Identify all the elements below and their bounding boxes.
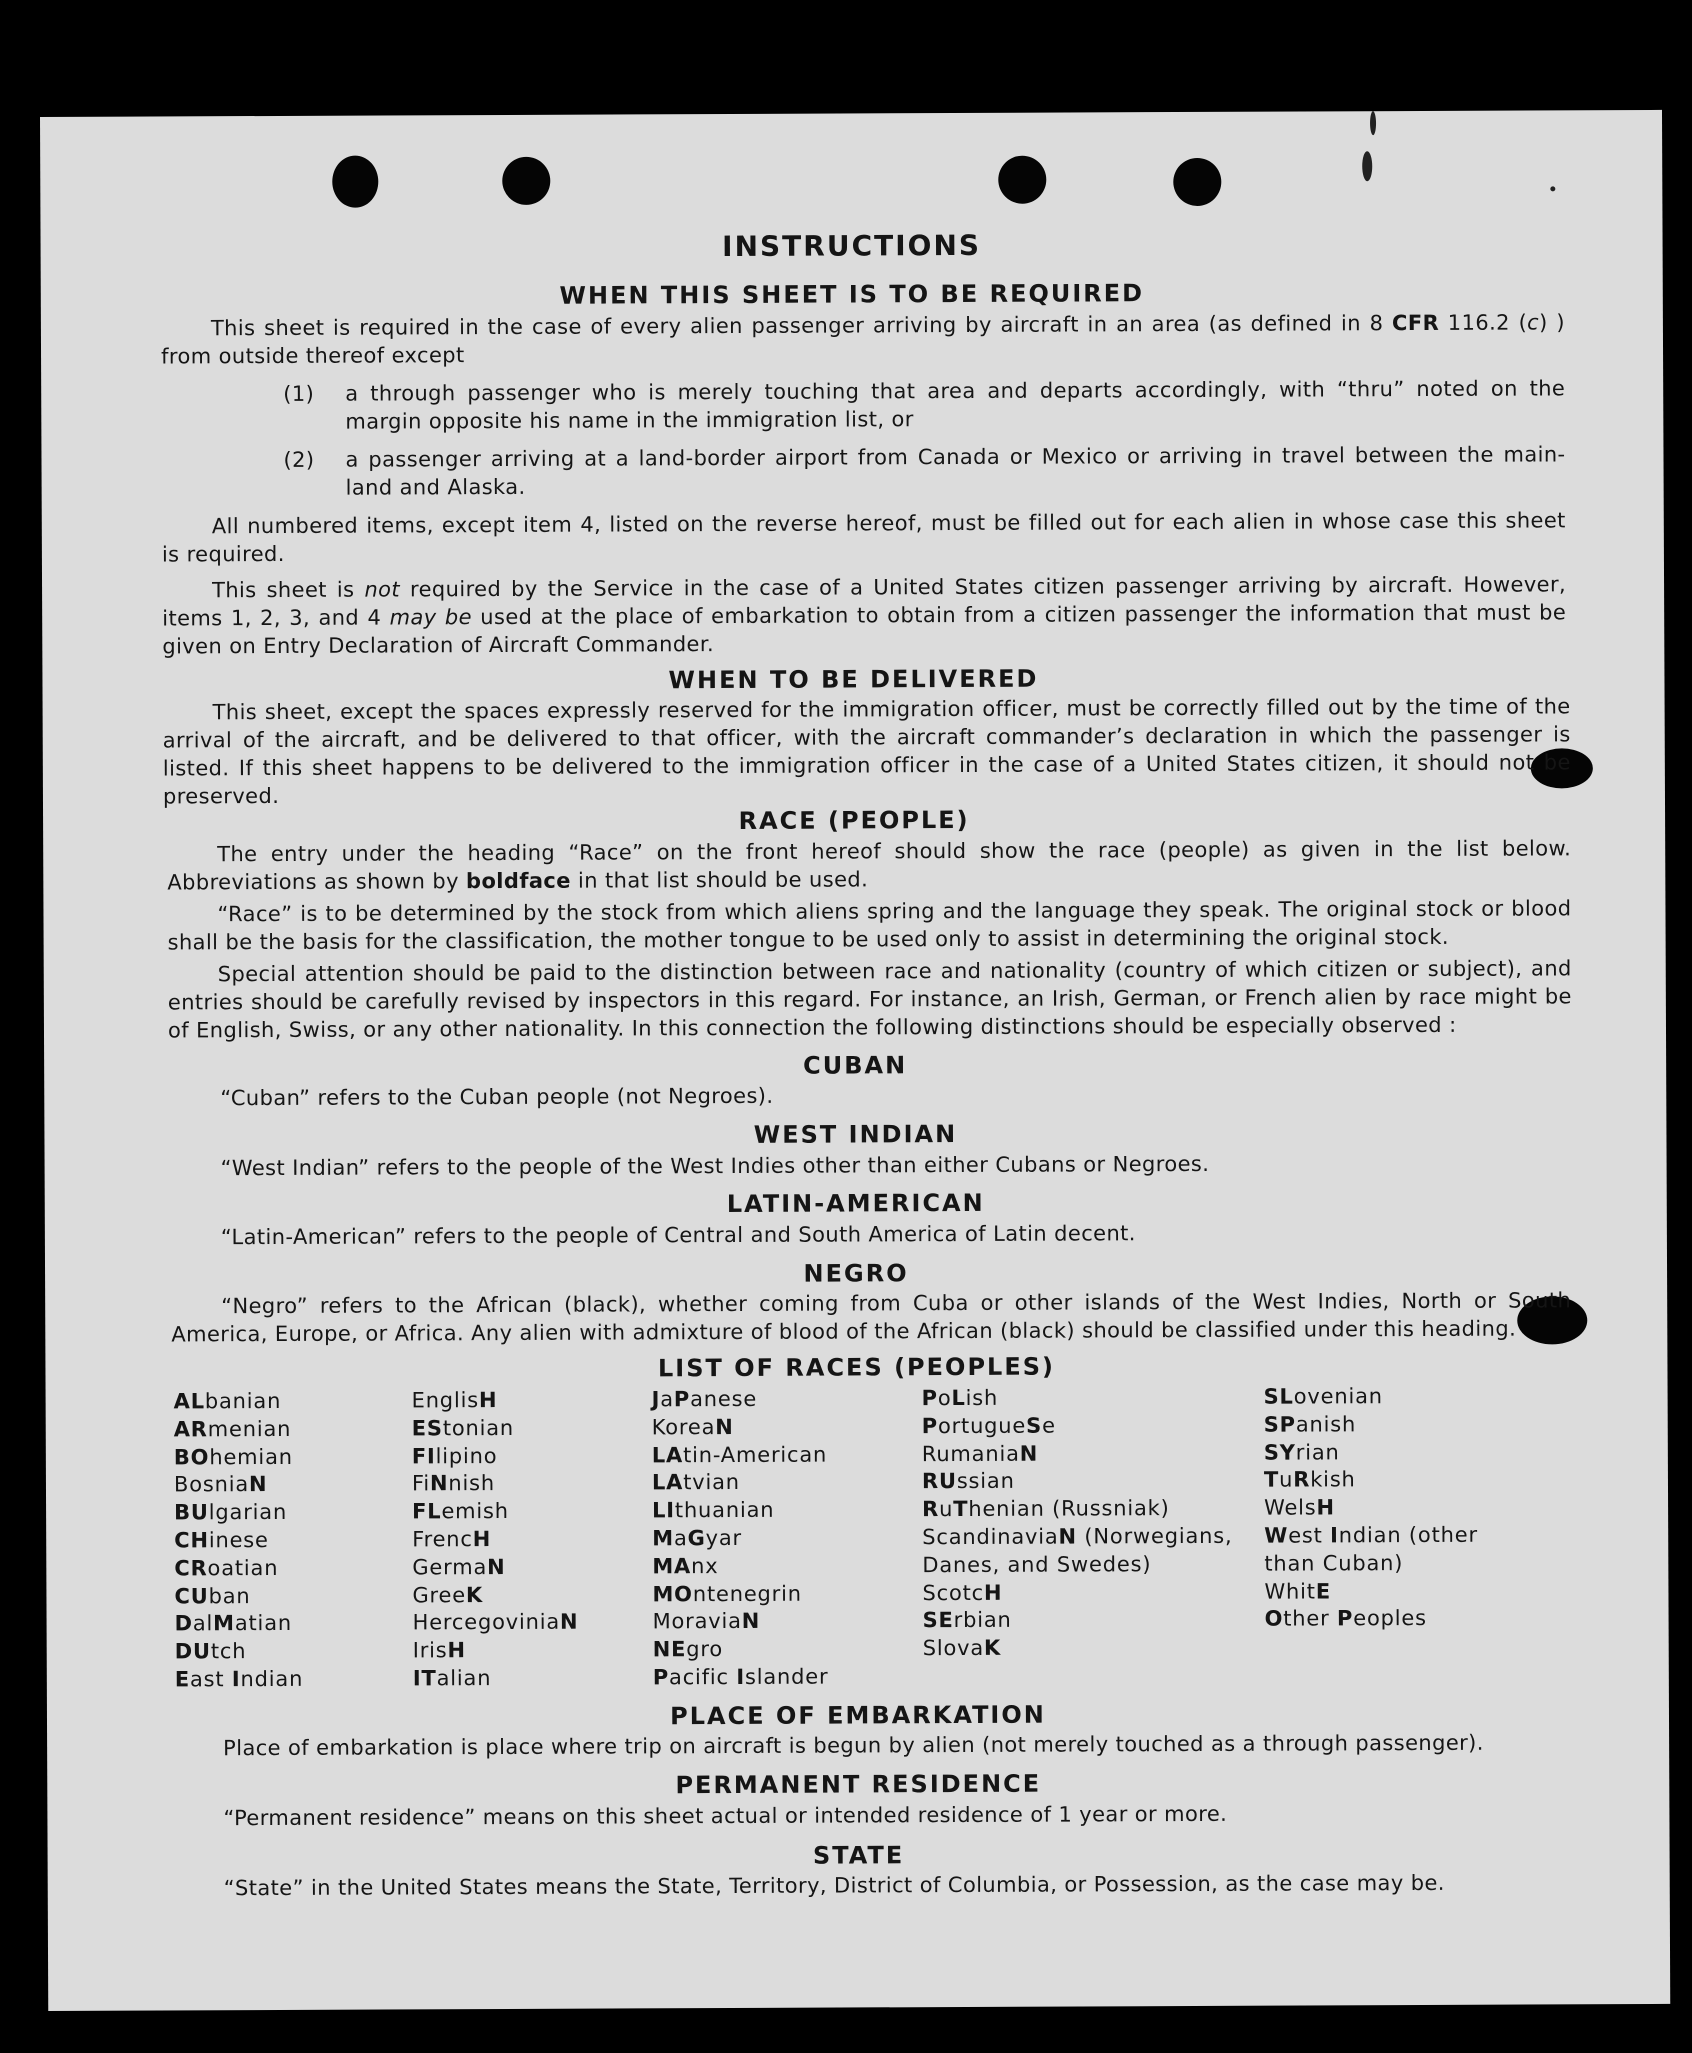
race-abbreviation: P: [652, 1665, 670, 1690]
race-abbreviation: LI: [652, 1498, 675, 1523]
heading-cuban: CUBAN: [803, 1051, 908, 1080]
speck: [1550, 186, 1555, 191]
race-abbreviation: H: [478, 1388, 498, 1413]
race-abbreviation: O: [1264, 1606, 1284, 1632]
race-abbreviation: T: [953, 1497, 969, 1522]
race-entry: [175, 1665, 395, 1694]
race-abbreviation: H: [447, 1638, 466, 1663]
race-text: oatian: [207, 1555, 279, 1581]
race-text: ndian: [240, 1666, 304, 1692]
document-sheet: [40, 110, 1670, 2011]
race-entry: [174, 1499, 394, 1528]
race-abbreviation: K: [983, 1635, 1002, 1661]
race-abbreviation: CH: [174, 1528, 209, 1553]
paragraph-numbered-items: All numbered items, except item 4, listed on the reverse hereof, must be filled out for each alien in whose case this sheet is required.: [161, 508, 1566, 567]
race-text: acific: [668, 1664, 737, 1690]
race-text: Iris: [412, 1638, 448, 1663]
race-text: eoples: [1353, 1606, 1427, 1631]
race-abbreviation: W: [1264, 1523, 1289, 1548]
race-abbreviation: N: [487, 1554, 506, 1579]
race-entry: [175, 1638, 395, 1667]
race-entry: [652, 1524, 902, 1553]
race-text: banian: [204, 1388, 282, 1414]
race-abbreviation: I: [1330, 1523, 1339, 1548]
race-entry: [413, 1609, 633, 1638]
punch-hole: [502, 157, 550, 205]
race-entry: [922, 1495, 1242, 1524]
race-text: lgarian: [208, 1500, 288, 1525]
races-column-3: [652, 1385, 903, 1692]
race-abbreviation: DU: [174, 1639, 211, 1664]
definition-negro: “Negro” refers to the African (black), whether coming from Cuba or other islands of the West Indies, North or South America, Europe, or Africa. Any alien with admixture of blood of the African (black) should be classified under this heading.: [171, 1288, 1572, 1347]
race-abbreviation: N: [248, 1472, 268, 1497]
race-text: nx: [691, 1553, 719, 1578]
race-abbreviation: M: [213, 1611, 235, 1636]
heading-state: STATE: [812, 1841, 905, 1870]
race-abbreviation: SY: [1263, 1440, 1296, 1465]
race-text: thuanian: [674, 1497, 775, 1523]
heading-negro: NEGRO: [803, 1259, 909, 1288]
races-column-4: [922, 1384, 1243, 1663]
race-text: ovenian: [1293, 1384, 1383, 1409]
race-text: slander: [744, 1664, 829, 1689]
race-abbreviation: MA: [652, 1553, 692, 1579]
race-text: u: [1279, 1467, 1294, 1492]
race-abbreviation: LA: [651, 1442, 684, 1467]
race-abbreviation: E: [174, 1667, 191, 1692]
heading-latin-american: LATIN-AMERICAN: [726, 1188, 985, 1219]
race-abbreviation: M: [652, 1526, 674, 1551]
race-abbreviation: SL: [1263, 1384, 1294, 1409]
race-entry: [412, 1498, 632, 1527]
race-entry: [412, 1553, 632, 1582]
paragraph-race-stock: “Race” is to be determined by the stock from which aliens spring and the language they speak. The original stock or blood shall be the basis for the classification, the mother tongue to be used only to assist in determining the original stock.: [167, 896, 1572, 955]
race-abbreviation: P: [673, 1387, 691, 1412]
race-text: alian: [436, 1666, 492, 1691]
exception-item-2: [41, 440, 1663, 507]
exception-text: a through passenger who is merely touching that area and departs accordingly, with “thru” noted on the margin opposite his name in the immigration list, or: [345, 376, 1566, 434]
exception-item-1: [41, 374, 1663, 441]
races-column-1: [174, 1387, 395, 1694]
race-text: ther: [1283, 1606, 1338, 1631]
race-entry: [174, 1443, 394, 1472]
race-abbreviation: ES: [411, 1416, 443, 1441]
race-text: Scotc: [922, 1580, 985, 1605]
race-abbreviation: H: [1316, 1495, 1335, 1520]
race-text: a: [660, 1387, 674, 1412]
race-text: Hercegovinia: [412, 1610, 561, 1635]
race-entry: [922, 1412, 1242, 1441]
race-text: ssian: [956, 1469, 1015, 1494]
race-entry: [413, 1637, 633, 1666]
race-abbreviation: I: [736, 1664, 746, 1689]
definition-residence: “Permanent residence” means on this sheet actual or intended residence of 1 year or more.: [223, 1801, 1228, 1831]
definition-state: “State” in the United States means the State, Territory, District of Columbia, or Possession, as the case may be.: [223, 1870, 1445, 1901]
race-abbreviation: T: [1263, 1467, 1280, 1493]
race-entry: [1264, 1410, 1534, 1439]
race-entry: [412, 1470, 632, 1499]
race-entry: [174, 1526, 394, 1555]
race-text: ban: [208, 1583, 251, 1608]
race-text: Scandinavia: [922, 1524, 1059, 1550]
exception-text: a passenger arriving at a land-border airport from Canada or Mexico or arriving in travel between the main-land and Alaska.: [345, 442, 1566, 500]
race-entry: [652, 1496, 902, 1525]
race-text: o: [937, 1386, 952, 1411]
race-text: gro: [686, 1637, 724, 1662]
race-text: e: [1041, 1413, 1056, 1438]
race-entry: [922, 1439, 1242, 1468]
definition-cuban: “Cuban” refers to the Cuban people (not Negroes).: [220, 1083, 774, 1111]
race-text: atian: [234, 1611, 293, 1636]
race-entry: [174, 1554, 394, 1583]
race-text: Wels: [1264, 1495, 1317, 1520]
race-text: Germa: [412, 1554, 488, 1580]
race-text: kish: [1310, 1467, 1356, 1492]
race-abbreviation: G: [687, 1526, 706, 1551]
race-text: ish: [965, 1385, 999, 1410]
race-abbreviation: R: [922, 1497, 940, 1522]
race-abbreviation: P: [921, 1413, 938, 1438]
heading-permanent-residence: PERMANENT RESIDENCE: [675, 1769, 1042, 1800]
race-entry: [1264, 1466, 1534, 1495]
race-abbreviation: N: [741, 1609, 761, 1634]
race-entry: [412, 1525, 632, 1554]
race-entry: [1264, 1382, 1534, 1411]
race-abbreviation: N: [1058, 1524, 1077, 1549]
race-abbreviation: H: [472, 1527, 492, 1552]
race-text: ortugue: [937, 1413, 1027, 1438]
race-abbreviation: BU: [174, 1500, 209, 1525]
race-text: Slova: [922, 1636, 985, 1661]
race-text: tvian: [683, 1470, 740, 1495]
race-abbreviation: FL: [412, 1499, 442, 1524]
race-entry: [652, 1469, 902, 1498]
race-text: rbian: [953, 1608, 1012, 1633]
race-entry: [652, 1385, 902, 1414]
race-text: Bosnia: [173, 1472, 250, 1497]
heading-list-of-races: LIST OF RACES (PEOPLES): [657, 1352, 1056, 1383]
race-abbreviation: S: [1026, 1413, 1043, 1438]
race-entry: [174, 1471, 394, 1500]
race-entry: [1264, 1577, 1534, 1606]
race-entry: [652, 1580, 902, 1609]
race-abbreviation: CR: [174, 1556, 208, 1581]
race-entry: [922, 1578, 1242, 1607]
race-text: a: [673, 1526, 688, 1551]
heading-west-indian: WEST INDIAN: [753, 1120, 958, 1149]
race-abbreviation: D: [174, 1611, 193, 1636]
race-abbreviation: NE: [652, 1637, 687, 1662]
speck: [1370, 111, 1376, 135]
race-text: (Norwegians, Danes, and Swedes): [922, 1523, 1233, 1577]
race-entry: [652, 1413, 902, 1442]
race-entry: [922, 1384, 1242, 1413]
exception-number: (2): [283, 447, 315, 472]
races-column-2: [412, 1386, 633, 1693]
heading-race: RACE (PEOPLE): [738, 805, 970, 835]
race-entry: [652, 1552, 902, 1581]
race-abbreviation: AR: [173, 1417, 208, 1442]
race-text: Whit: [1264, 1579, 1316, 1604]
race-entry: [652, 1441, 902, 1470]
race-entry: [653, 1663, 903, 1692]
race-text: Englis: [411, 1388, 479, 1413]
definition-west-indian: “West Indian” refers to the people of the West Indies other than either Cubans or Negroes.: [220, 1151, 1210, 1181]
races-column-5: [1264, 1382, 1535, 1633]
paragraph-required-intro: This sheet is required in the case of every alien passenger arriving by aircraft in an area (as defined in 8 CFR 116.2 (c) ) from outside thereof except: [160, 310, 1565, 369]
race-abbreviation: H: [983, 1580, 1003, 1605]
heading-when-required: WHEN THIS SHEET IS TO BE REQUIRED: [559, 279, 1145, 310]
race-text: hemian: [209, 1444, 293, 1469]
race-text: Gree: [412, 1582, 467, 1607]
race-abbreviation: N: [715, 1414, 734, 1439]
race-abbreviation: I: [231, 1667, 241, 1692]
race-text: emish: [441, 1499, 509, 1524]
race-text: Moravia: [652, 1609, 742, 1634]
definition-embarkation: Place of embarkation is place where trip on aircraft is begun by alien (not merely touched as a through passenger).: [223, 1730, 1484, 1761]
race-abbreviation: SP: [1263, 1412, 1296, 1437]
race-text: inese: [208, 1528, 269, 1553]
race-abbreviation: AL: [173, 1389, 205, 1414]
race-abbreviation: R: [1293, 1467, 1311, 1492]
punch-hole: [332, 156, 378, 208]
race-abbreviation: E: [1315, 1578, 1331, 1604]
race-text: henian (Russniak): [968, 1496, 1170, 1522]
race-text: u: [939, 1497, 954, 1522]
race-entry: [1264, 1521, 1534, 1578]
race-abbreviation: BO: [173, 1444, 210, 1470]
race-text: Fi: [411, 1471, 431, 1496]
speck: [1362, 151, 1372, 181]
race-entry: [923, 1634, 1243, 1663]
race-abbreviation: MO: [652, 1581, 693, 1606]
definition-latin-american: “Latin-American” refers to the people of Central and South America of Latin decent.: [220, 1221, 1136, 1250]
race-abbreviation: N: [429, 1471, 449, 1496]
race-text: tch: [210, 1639, 247, 1664]
heading-when-delivered: WHEN TO BE DELIVERED: [668, 664, 1039, 695]
race-text: yar: [705, 1525, 743, 1551]
punch-hole: [1173, 158, 1221, 206]
page-title: INSTRUCTIONS: [722, 228, 982, 264]
race-abbreviation: FI: [411, 1443, 436, 1468]
race-entry: [1264, 1438, 1534, 1467]
race-text: nish: [448, 1471, 496, 1496]
race-entry: [922, 1467, 1242, 1496]
paragraph-citizen: This sheet is not required by the Service in the case of a United States citizen passenger arriving by aircraft. However, items 1, 2, 3, and 4 may be used at the place of embarkation to obtain from a citizen passenger the information that must be given on Entry Declaration of Aircraft Commander.: [162, 572, 1567, 659]
race-abbreviation: N: [559, 1610, 579, 1635]
race-abbreviation: P: [1336, 1606, 1354, 1631]
paragraph-delivered: This sheet, except the spaces expressly reserved for the immigration officer, must be correctly filled out by the time of the arrival of the aircraft, and be delivered to that officer, with the aircraft commander’s declaration in which the passenger is listed. If this sheet happens to be delivered to the immigration officer in the case of a United States citizen, it should not be preserved.: [162, 694, 1571, 809]
race-abbreviation: LA: [651, 1470, 684, 1495]
race-entry: [174, 1582, 394, 1611]
race-entry: [653, 1635, 903, 1664]
race-abbreviation: P: [921, 1386, 938, 1411]
race-abbreviation: RU: [921, 1469, 957, 1494]
race-text: tin-American: [683, 1442, 828, 1467]
race-entry: [1265, 1605, 1535, 1634]
race-entry: [412, 1386, 632, 1415]
paragraph-race-entry: The entry under the heading “Race” on the front hereof should show the race (people) as given in the list below. Abbreviations as shown by boldface in that list should be used.: [167, 836, 1572, 895]
race-entry: [412, 1581, 632, 1610]
race-text: menian: [207, 1416, 292, 1442]
race-abbreviation: CU: [174, 1583, 209, 1609]
exception-number: (1): [283, 381, 315, 406]
race-text: ast: [189, 1667, 232, 1692]
heading-place-of-embarkation: PLACE OF EMBARKATION: [670, 1700, 1046, 1731]
race-abbreviation: SE: [922, 1608, 954, 1633]
race-text: Rumania: [921, 1441, 1020, 1466]
race-text: Korea: [651, 1414, 716, 1440]
race-text: anish: [1295, 1412, 1357, 1437]
race-abbreviation: K: [465, 1582, 484, 1607]
race-abbreviation: J: [651, 1387, 661, 1412]
race-text: anese: [690, 1386, 758, 1412]
race-abbreviation: L: [951, 1385, 966, 1411]
race-entry: [175, 1610, 395, 1639]
race-entry: [174, 1387, 394, 1416]
race-text: ndian (other than Cuban): [1264, 1522, 1478, 1576]
race-text: lipino: [435, 1443, 498, 1468]
race-entry: [174, 1415, 394, 1444]
race-text: tonian: [442, 1415, 515, 1441]
race-entry: [412, 1442, 632, 1471]
race-text: est: [1288, 1523, 1331, 1548]
race-entry: [412, 1414, 632, 1443]
race-abbreviation: N: [1019, 1441, 1039, 1466]
race-abbreviation: IT: [412, 1666, 437, 1691]
race-text: Frenc: [412, 1527, 473, 1552]
race-text: rian: [1295, 1439, 1340, 1465]
punch-hole: [998, 156, 1046, 204]
race-entry: [923, 1606, 1243, 1635]
race-entry: [413, 1664, 633, 1693]
paragraph-race-nationality: Special attention should be paid to the distinction between race and nationality (country of which citizen or subject), and entries should be carefully revised by inspectors in this regard. For instance, an Irish, German, or French alien by race might be of English, Swiss, or any other nationality. In this connection the following distinctions should be especially observed :: [167, 956, 1572, 1043]
race-entry: [922, 1523, 1242, 1580]
race-text: ntenegrin: [692, 1581, 802, 1606]
race-text: al: [192, 1611, 214, 1636]
race-entry: [653, 1608, 903, 1637]
race-entry: [1264, 1494, 1534, 1523]
